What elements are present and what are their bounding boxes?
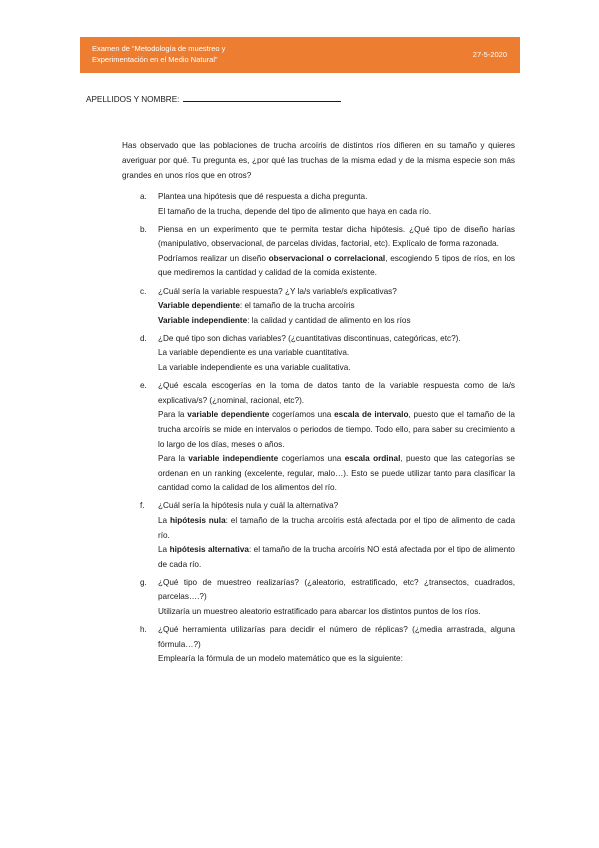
question-text: ¿Qué tipo de muestreo realizarías? (¿aleatorio, estratificado, etc? ¿transectos, cuadrados, parcelas….?) bbox=[158, 577, 515, 602]
student-name-field bbox=[86, 93, 341, 104]
question-a bbox=[140, 190, 515, 219]
answer-text: Utilizaría un muestreo aleatorio estratificado para abarcar los distintos puntos de los ríos. bbox=[158, 607, 481, 617]
question-text: ¿Cuál sería la variable respuesta? ¿Y la/s variable/s explicativas? bbox=[158, 286, 397, 296]
question-letter: a. bbox=[140, 192, 147, 201]
question-d bbox=[140, 332, 515, 376]
exam-date: 27-5-2020 bbox=[472, 50, 507, 59]
question-letter: d. bbox=[140, 333, 147, 343]
name-label: APELLIDOS Y NOMBRE: bbox=[86, 95, 180, 104]
answer-text: Para la variable independiente cogeríamos una escala ordinal, puesto que las categorías se ordenan en un ranking (excelente, regular, malo…). Esto se puede utilizar tanto para clasificar la cantidad como la calidad de los alimentos del río. bbox=[158, 454, 515, 493]
answer-text: El tamaño de la trucha, depende del tipo de alimento que haya en cada río. bbox=[158, 206, 432, 216]
question-text: Plantea una hipótesis que dé respuesta a dicha pregunta. bbox=[158, 192, 368, 201]
question-text: Piensa en un experimento que te permita testar dicha hipótesis. ¿Qué tipo de diseño harías (manipulativo, observacional, de parcelas dividas, factorial, etc). Explícalo de forma razonada. bbox=[158, 224, 515, 249]
question-text: ¿Qué herramienta utilizarías para decidir el número de réplicas? (¿media arrastrada, alguna fórmula…?) bbox=[158, 625, 515, 649]
question-letter: f. bbox=[140, 501, 145, 511]
question-text: ¿Cuál sería la hipótesis nula y cuál la alternativa? bbox=[158, 501, 339, 511]
question-list bbox=[140, 190, 515, 670]
answer-text: La variable independiente es una variable cualitativa. bbox=[158, 363, 351, 373]
answer-text: Emplearía la fórmula de un modelo matemático que es la siguiente: bbox=[158, 654, 403, 664]
answer-independent-variable: Variable independiente: la calidad y cantidad de alimento en los ríos bbox=[158, 315, 411, 325]
intro-paragraph: Has observado que las poblaciones de trucha arcoíris de distintos ríos difieren en su tamaño y quieres averiguar por qué. Tu pregunta es, ¿por qué las truchas de la misma edad y de la misma especie son más grandes en unos ríos que en otros? bbox=[122, 141, 515, 180]
name-blank-line bbox=[183, 93, 341, 102]
answer-dependent-variable: Variable dependiente: el tamaño de la trucha arcoíris bbox=[158, 301, 355, 311]
answer-text: La variable dependiente es una variable cuantitativa. bbox=[158, 348, 350, 358]
exam-title-line1: Examen de “Metodología de muestreo y bbox=[92, 44, 226, 53]
question-e bbox=[140, 379, 515, 496]
answer-text: Podríamos realizar un diseño observacional o correlacional, escogiendo 5 tipos de ríos, en los que mediremos la cantidad y calidad de la comida existente. bbox=[158, 253, 515, 278]
question-letter: b. bbox=[140, 224, 147, 234]
answer-null-hypothesis: La hipótesis nula: el tamaño de la trucha arcoíris está afectada por el tipo de alimento de cada río. bbox=[158, 515, 515, 540]
exam-title-line2: Experimentación en el Medio Natural” bbox=[92, 55, 218, 64]
question-h bbox=[140, 623, 515, 667]
question-letter: h. bbox=[140, 625, 147, 635]
question-f bbox=[140, 499, 515, 572]
question-letter: g. bbox=[140, 577, 147, 587]
exam-title bbox=[92, 43, 292, 65]
question-letter: c. bbox=[140, 286, 147, 296]
answer-text: Para la variable dependiente cogeríamos una escala de intervalo, puesto que el tamaño de la trucha arcoíris se mide en intervalos o periodos de tiempo. Todo ello, para saber su crecimiento a lo largo de los días, meses o años. bbox=[158, 410, 515, 449]
question-text: ¿Qué escala escogerías en la toma de datos tanto de la variable respuesta como de la/s explicativa/s? (¿nominal, racional, etc?). bbox=[158, 381, 515, 405]
answer-alternative-hypothesis: La hipótesis alternativa: el tamaño de la trucha arcoíris NO está afectada por el tipo de alimento de cada río. bbox=[158, 545, 515, 569]
question-b bbox=[140, 223, 515, 281]
question-c bbox=[140, 285, 515, 329]
header-banner bbox=[80, 37, 520, 73]
question-text: ¿De qué tipo son dichas variables? (¿cuantitativas discontinuas, categóricas, etc?). bbox=[158, 333, 461, 343]
question-letter: e. bbox=[140, 381, 147, 391]
question-g bbox=[140, 576, 515, 620]
